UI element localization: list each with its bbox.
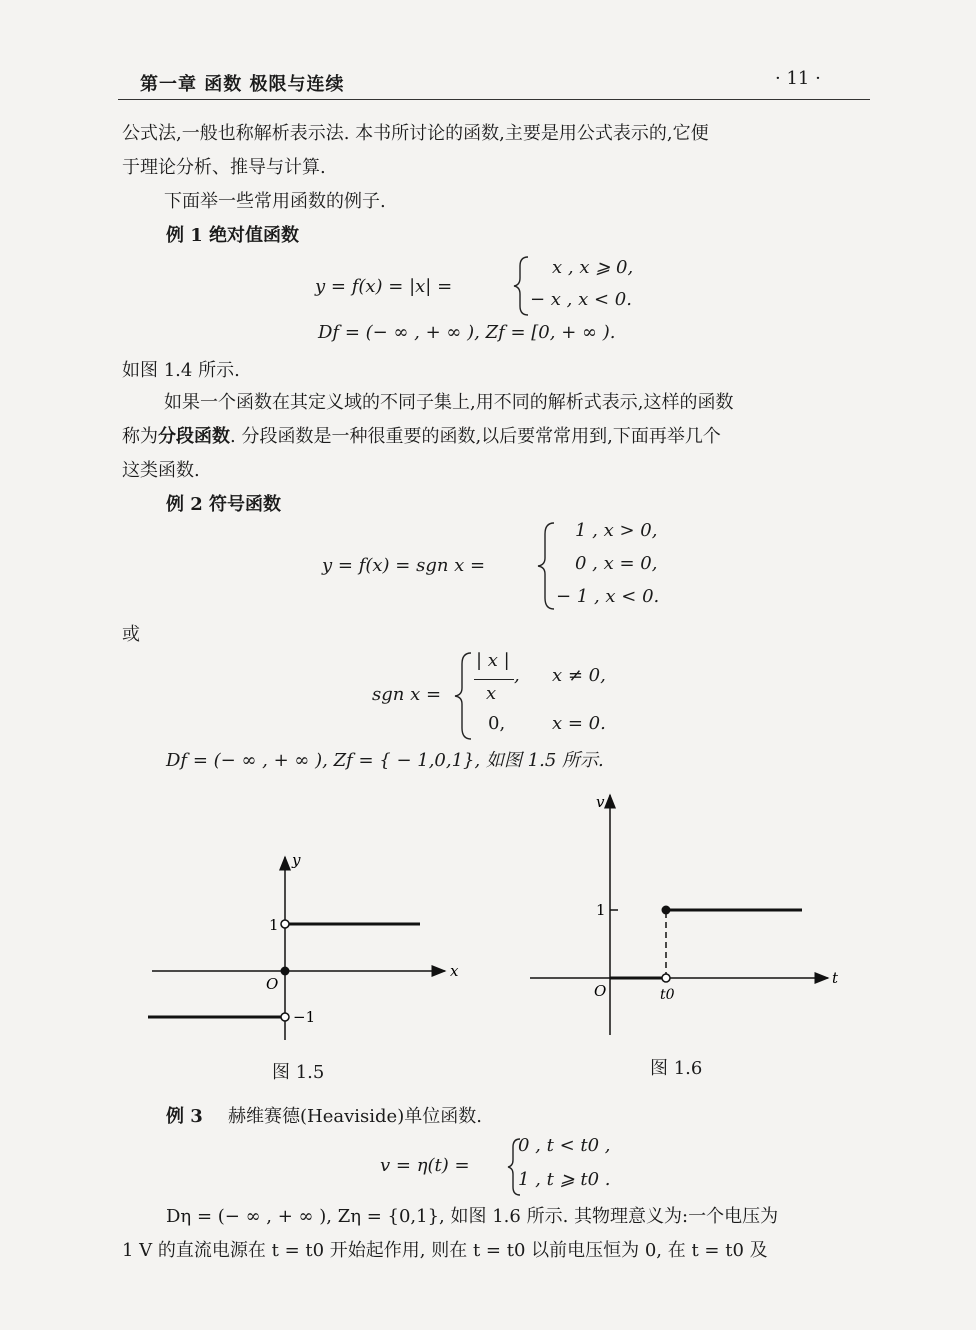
figure-1-6 (520, 785, 850, 1040)
example-1-title: 例 1 绝对值函数 (166, 225, 300, 246)
ex2-domain: Df = (− ∞ , + ∞ ), Zf = { − 1,0,1}, 如图 1.5 所示. (166, 750, 604, 771)
tick-label-1: 1 (596, 901, 606, 919)
page-number: · 11 · (775, 68, 821, 89)
example-3-label: 例 3 (166, 1106, 203, 1127)
t0-label: t0 (660, 987, 675, 1003)
paragraph-3-line-3: 这类函数. (122, 460, 200, 481)
header-rule (118, 99, 870, 100)
open-point-1 (281, 920, 289, 928)
paragraph-1-line-1: 公式法,一般也称解析表示法. 本书所讨论的函数,主要是用公式表示的,它便 (122, 123, 709, 144)
term-piecewise-function: 分段函数 (158, 426, 230, 447)
example-2-title: 例 2 符号函数 (166, 494, 282, 515)
open-point (662, 974, 670, 982)
ex3-lhs: v = η(t) = (380, 1155, 470, 1176)
ex1-case-2: − x , x < 0. (530, 289, 632, 310)
origin-label: O (594, 982, 607, 1000)
example-3-title: 赫维赛德(Heaviside)单位函数. (228, 1106, 482, 1127)
closed-point (662, 906, 671, 915)
paragraph-4-line-1: Dη = (− ∞ , + ∞ ), Zη = {0,1}, 如图 1.6 所示. 其物理意义为:一个电压为 (166, 1206, 779, 1227)
origin-point (281, 967, 290, 976)
ex2-alt-value-2: 0, (488, 713, 506, 734)
fraction-comma: , (514, 665, 520, 686)
tick-label-neg1: −1 (293, 1008, 316, 1026)
ex3-case-2: 1 , t ⩾ t0 . (518, 1169, 611, 1190)
ex2-case-2: 0 , x = 0, (575, 553, 658, 574)
ex1-domain: Df = (− ∞ , + ∞ ), Zf = [0, + ∞ ). (318, 322, 616, 343)
paragraph-2: 下面举一些常用函数的例子. (164, 191, 386, 212)
fraction-denominator: x (486, 683, 497, 704)
or-word: 或 (122, 624, 140, 645)
paragraph-3-line-2 (122, 420, 721, 454)
chapter-title: 第一章 函数 极限与连续 (140, 74, 345, 95)
ex2-alt-brace (452, 650, 476, 742)
tick-label-1: 1 (269, 916, 279, 934)
figure-1-5-caption: 图 1.5 (272, 1062, 325, 1083)
ex2-lhs-alt: sgn x = (372, 684, 442, 705)
fraction-numerator: | x | (476, 650, 510, 671)
figure-1-4-reference: 如图 1.4 所示. (122, 360, 240, 381)
paragraph-4-line-2: 1 V 的直流电源在 t = t0 开始起作用, 则在 t = t0 以前电压恒为 0, 在 t = t0 及 (122, 1240, 768, 1261)
paragraph-3-line-1: 如果一个函数在其定义域的不同子集上,用不同的解析式表示,这样的函数 (164, 392, 734, 413)
open-point-neg1 (281, 1013, 289, 1021)
t-label: t (832, 969, 839, 987)
ex2-case-3: − 1 , x < 0. (556, 586, 660, 607)
p3-text-c: . 分段函数是一种很重要的函数,以后要常常用到,下面再举几个 (230, 426, 721, 447)
figure-1-6-caption: 图 1.6 (650, 1058, 703, 1079)
origin-label: O (266, 975, 279, 993)
paragraph-1-line-2: 于理论分析、推导与计算. (122, 157, 326, 178)
ex3-case-1: 0 , t < t0 , (518, 1135, 611, 1156)
figure-1-5 (140, 845, 470, 1045)
ex1-case-1: x , x ⩾ 0, (552, 257, 634, 278)
ex2-case-1: 1 , x > 0, (575, 520, 658, 541)
p3-text-a: 称为 (122, 426, 158, 447)
fraction-bar (474, 679, 514, 680)
ex2-alt-case-1: x ≠ 0, (552, 665, 606, 686)
ex2-alt-case-2: x = 0. (552, 713, 606, 734)
ex2-lhs: y = f(x) = sgn x = (322, 555, 486, 576)
x-label: x (450, 962, 459, 980)
ex1-lhs: y = f(x) = |x| = (315, 276, 453, 297)
y-label: y (292, 851, 301, 869)
v-label: v (596, 793, 605, 811)
